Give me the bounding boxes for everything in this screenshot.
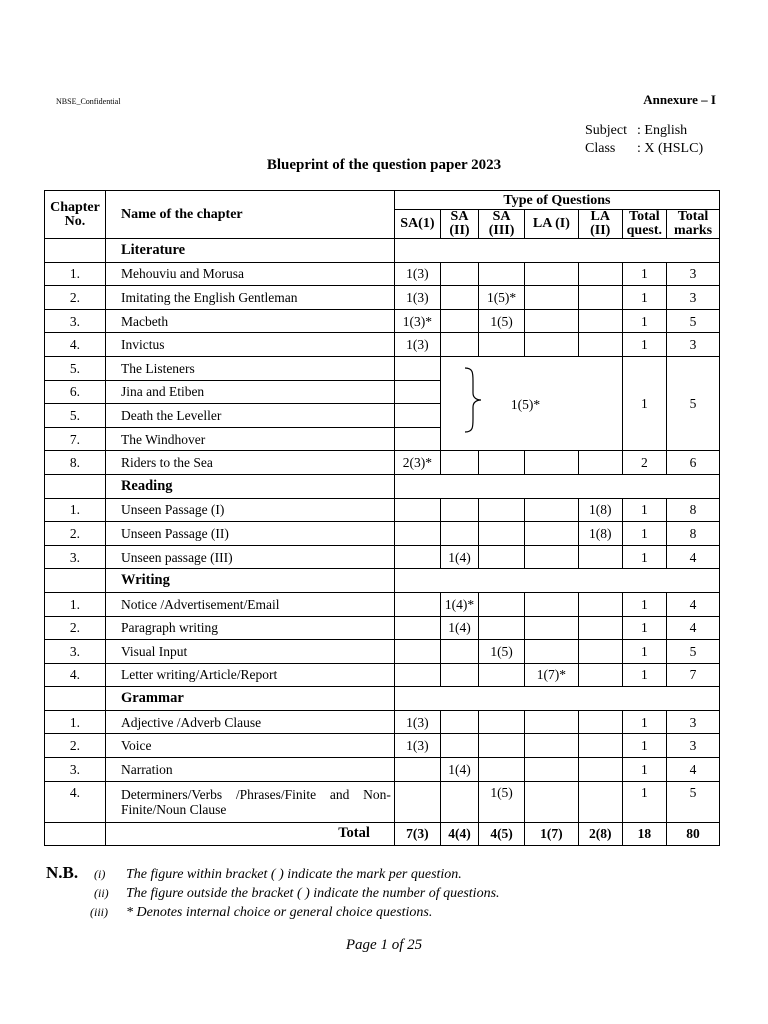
header-chapter-name: Name of the chapter bbox=[105, 191, 394, 239]
cell-la2 bbox=[578, 640, 622, 664]
cell-sa1 bbox=[394, 640, 440, 664]
cell-total-marks: 5 bbox=[667, 640, 720, 664]
cell-sa3 bbox=[479, 545, 525, 569]
cell-la1 bbox=[525, 710, 579, 734]
cell-total-quest: 1 bbox=[622, 286, 666, 310]
chapter-name: Voice bbox=[105, 734, 394, 758]
chapter-no: 1. bbox=[45, 262, 106, 286]
class-key: Class bbox=[585, 141, 616, 156]
note-number: (i) bbox=[94, 867, 106, 881]
cell-la2 bbox=[578, 781, 622, 822]
chapter-no: 4. bbox=[45, 781, 106, 822]
cell-la2 bbox=[578, 333, 622, 357]
chapter-no: 1. bbox=[45, 498, 106, 522]
cell-la1 bbox=[525, 262, 579, 286]
cell-sa3: 1(5)* bbox=[479, 286, 525, 310]
cell-total-marks: 3 bbox=[667, 734, 720, 758]
notes-lead: N.B. bbox=[46, 863, 79, 882]
cell-sa1: 1(3) bbox=[394, 262, 440, 286]
table-row bbox=[45, 309, 720, 333]
cell-sa2 bbox=[440, 734, 478, 758]
cell-la2 bbox=[578, 734, 622, 758]
chapter-no: 3. bbox=[45, 640, 106, 664]
chapter-no: 1. bbox=[45, 592, 106, 616]
table-row bbox=[45, 356, 720, 380]
cell-total-marks: 8 bbox=[667, 522, 720, 546]
chapter-no: 4. bbox=[45, 663, 106, 687]
cell-total-marks: 6 bbox=[667, 451, 720, 475]
notes bbox=[46, 863, 500, 922]
cell-la1 bbox=[525, 498, 579, 522]
cell-sa2 bbox=[440, 522, 478, 546]
total-sa3: 4(5) bbox=[479, 822, 525, 846]
chapter-name: Determiners/Verbs /Phrases/Finite and Non-Finite/Noun Clause bbox=[105, 781, 394, 822]
confidential-label: NBSE_Confidential bbox=[56, 97, 121, 106]
header-type-of-questions: Type of Questions bbox=[394, 191, 719, 210]
chapter-no: 2. bbox=[45, 522, 106, 546]
cell-sa3 bbox=[479, 663, 525, 687]
subject-value: : English bbox=[637, 123, 688, 138]
note-text: The figure within bracket ( ) indicate the mark per question. bbox=[126, 867, 462, 882]
table-row bbox=[45, 663, 720, 687]
cell-sa1 bbox=[394, 356, 440, 380]
total-la1: 1(7) bbox=[525, 822, 579, 846]
table-row bbox=[45, 734, 720, 758]
cell-la2 bbox=[578, 262, 622, 286]
cell-la2 bbox=[578, 286, 622, 310]
chapter-no: 4. bbox=[45, 333, 106, 357]
cell-sa1 bbox=[394, 404, 440, 428]
cell-sa3 bbox=[479, 522, 525, 546]
cell-sa1 bbox=[394, 545, 440, 569]
table-row bbox=[45, 640, 720, 664]
cell-sa3: 1(5) bbox=[479, 309, 525, 333]
total-sa1: 7(3) bbox=[394, 822, 440, 846]
chapter-name: Riders to the Sea bbox=[105, 451, 394, 475]
chapter-name: The Listeners bbox=[105, 356, 394, 380]
chapter-no: 3. bbox=[45, 309, 106, 333]
cell-la2 bbox=[578, 309, 622, 333]
cell-total-marks: 7 bbox=[667, 663, 720, 687]
cell-total-marks: 3 bbox=[667, 262, 720, 286]
cell-total-marks: 5 bbox=[667, 356, 720, 450]
cell-sa3: 1(5) bbox=[479, 640, 525, 664]
cell-sa1: 1(3) bbox=[394, 333, 440, 357]
cell-sa2 bbox=[440, 498, 478, 522]
cell-sa1 bbox=[394, 427, 440, 451]
chapter-no: 2. bbox=[45, 286, 106, 310]
cell-la1 bbox=[525, 309, 579, 333]
cell-sa3 bbox=[479, 333, 525, 357]
chapter-name: Invictus bbox=[105, 333, 394, 357]
subject-info bbox=[585, 122, 703, 158]
cell-la2 bbox=[578, 545, 622, 569]
note-text: The figure outside the bracket ( ) indicate the number of questions. bbox=[126, 886, 500, 901]
cell-total-quest: 1 bbox=[622, 758, 666, 782]
cell-sa2 bbox=[440, 451, 478, 475]
cell-sa3 bbox=[479, 498, 525, 522]
table-row bbox=[45, 616, 720, 640]
cell-la2 bbox=[578, 451, 622, 475]
cell-la1 bbox=[525, 781, 579, 822]
chapter-name: Narration bbox=[105, 758, 394, 782]
chapter-name: Imitating the English Gentleman bbox=[105, 286, 394, 310]
cell-total-quest: 1 bbox=[622, 545, 666, 569]
section-reading: Reading bbox=[105, 474, 394, 498]
cell-total-quest: 1 bbox=[622, 781, 666, 822]
section-row bbox=[45, 474, 720, 498]
table-row bbox=[45, 545, 720, 569]
cell-total-marks: 4 bbox=[667, 545, 720, 569]
cell-sa2: 1(4) bbox=[440, 758, 478, 782]
section-row bbox=[45, 569, 720, 593]
cell-total-quest: 1 bbox=[622, 356, 666, 450]
cell-sa3 bbox=[479, 734, 525, 758]
section-grammar: Grammar bbox=[105, 687, 394, 711]
chapter-name: Notice /Advertisement/Email bbox=[105, 592, 394, 616]
chapter-name: Paragraph writing bbox=[105, 616, 394, 640]
cell-sa2: 1(4)* bbox=[440, 592, 478, 616]
cell-sa3: 1(5) bbox=[479, 781, 525, 822]
cell-sa2 bbox=[440, 663, 478, 687]
header-chapter-no: Chapter No. bbox=[45, 191, 106, 239]
cell-sa2: 1(4) bbox=[440, 616, 478, 640]
cell-sa3 bbox=[479, 710, 525, 734]
cell-sa1: 1(3) bbox=[394, 734, 440, 758]
header-la2: LA (II) bbox=[578, 210, 622, 239]
section-writing: Writing bbox=[105, 569, 394, 593]
page-title: Blueprint of the question paper 2023 bbox=[266, 157, 502, 173]
chapter-no: 2. bbox=[45, 616, 106, 640]
chapter-name: The Windhover bbox=[105, 427, 394, 451]
cell-la1 bbox=[525, 286, 579, 310]
cell-sa1 bbox=[394, 380, 440, 404]
cell-la1 bbox=[525, 545, 579, 569]
cell-total-marks: 3 bbox=[667, 286, 720, 310]
cell-sa2 bbox=[440, 333, 478, 357]
table-row bbox=[45, 522, 720, 546]
cell-sa2 bbox=[440, 781, 478, 822]
table-row bbox=[45, 758, 720, 782]
note-text: * Denotes internal choice or general choice questions. bbox=[126, 905, 433, 920]
cell-la2 bbox=[578, 663, 622, 687]
header-sa1: SA(1) bbox=[394, 210, 440, 239]
cell-sa1: 1(3) bbox=[394, 710, 440, 734]
cell-la1 bbox=[525, 592, 579, 616]
page-number: Page 1 of 25 bbox=[345, 937, 423, 953]
cell-total-quest: 1 bbox=[622, 592, 666, 616]
table-row bbox=[45, 333, 720, 357]
note-number: (ii) bbox=[94, 886, 109, 900]
chapter-name: Unseen Passage (II) bbox=[105, 522, 394, 546]
cell-sa3 bbox=[479, 451, 525, 475]
cell-la2 bbox=[578, 710, 622, 734]
class-value: : X (HSLC) bbox=[637, 141, 704, 156]
cell-sa1 bbox=[394, 616, 440, 640]
cell-total-quest: 1 bbox=[622, 663, 666, 687]
cell-sa3 bbox=[479, 592, 525, 616]
section-literature: Literature bbox=[105, 239, 394, 263]
cell-sa2 bbox=[440, 309, 478, 333]
cell-total-marks: 4 bbox=[667, 592, 720, 616]
cell-total-quest: 1 bbox=[622, 734, 666, 758]
note-number: (iii) bbox=[90, 905, 108, 919]
cell-sa2 bbox=[440, 262, 478, 286]
chapter-no: 8. bbox=[45, 451, 106, 475]
cell-sa2 bbox=[440, 286, 478, 310]
chapter-name: Jina and Etiben bbox=[105, 380, 394, 404]
cell-total-quest: 1 bbox=[622, 522, 666, 546]
chapter-no: 3. bbox=[45, 758, 106, 782]
cell-la2: 1(8) bbox=[578, 498, 622, 522]
cell-total-quest: 1 bbox=[622, 640, 666, 664]
cell-la1 bbox=[525, 734, 579, 758]
section-row bbox=[45, 239, 720, 263]
chapter-name: Unseen Passage (I) bbox=[105, 498, 394, 522]
cell-total-marks: 3 bbox=[667, 710, 720, 734]
total-label: Total bbox=[105, 822, 394, 846]
cell-la1 bbox=[525, 616, 579, 640]
table-row bbox=[45, 286, 720, 310]
header-total-quest: Total quest. bbox=[622, 210, 666, 239]
cell-sa2: 1(4) bbox=[440, 545, 478, 569]
cell-sa1 bbox=[394, 758, 440, 782]
table-row bbox=[45, 498, 720, 522]
chapter-name: Unseen passage (III) bbox=[105, 545, 394, 569]
cell-la2 bbox=[578, 616, 622, 640]
cell-la2: 1(8) bbox=[578, 522, 622, 546]
cell-total-quest: 1 bbox=[622, 498, 666, 522]
cell-total-quest: 1 bbox=[622, 309, 666, 333]
cell-total-quest: 1 bbox=[622, 710, 666, 734]
chapter-name: Death the Leveller bbox=[105, 404, 394, 428]
cell-la1 bbox=[525, 758, 579, 782]
cell-total-quest: 1 bbox=[622, 616, 666, 640]
chapter-no: 2. bbox=[45, 734, 106, 758]
header-sa3: SA (III) bbox=[479, 210, 525, 239]
chapter-name: Letter writing/Article/Report bbox=[105, 663, 394, 687]
cell-total-marks: 4 bbox=[667, 758, 720, 782]
chapter-no: 5. bbox=[45, 404, 106, 428]
cell-total-quest: 1 bbox=[622, 333, 666, 357]
chapter-name: Macbeth bbox=[105, 309, 394, 333]
total-la2: 2(8) bbox=[578, 822, 622, 846]
cell-total-quest: 1 bbox=[622, 262, 666, 286]
merged-choice-cell bbox=[440, 356, 622, 450]
cell-total-marks: 3 bbox=[667, 333, 720, 357]
cell-la1: 1(7)* bbox=[525, 663, 579, 687]
header-sa2: SA (II) bbox=[440, 210, 478, 239]
table-row bbox=[45, 592, 720, 616]
cell-sa1 bbox=[394, 498, 440, 522]
cell-la1 bbox=[525, 451, 579, 475]
table-row bbox=[45, 710, 720, 734]
cell-la1 bbox=[525, 522, 579, 546]
cell-la2 bbox=[578, 592, 622, 616]
cell-total-marks: 5 bbox=[667, 309, 720, 333]
chapter-name: Visual Input bbox=[105, 640, 394, 664]
chapter-no: 7. bbox=[45, 427, 106, 451]
chapter-no: 3. bbox=[45, 545, 106, 569]
section-row bbox=[45, 687, 720, 711]
curly-brace-icon bbox=[463, 367, 483, 433]
cell-sa3 bbox=[479, 616, 525, 640]
table-row bbox=[45, 781, 720, 822]
subject-key: Subject bbox=[585, 123, 627, 138]
total-marks: 80 bbox=[667, 822, 720, 846]
header-total-marks: Total marks bbox=[667, 210, 720, 239]
cell-sa1 bbox=[394, 592, 440, 616]
cell-total-marks: 5 bbox=[667, 781, 720, 822]
cell-sa3 bbox=[479, 758, 525, 782]
chapter-no: 6. bbox=[45, 380, 106, 404]
blueprint-table bbox=[44, 190, 720, 846]
chapter-no: 5. bbox=[45, 356, 106, 380]
total-sa2: 4(4) bbox=[440, 822, 478, 846]
chapter-no: 1. bbox=[45, 710, 106, 734]
cell-sa2 bbox=[440, 710, 478, 734]
table-row bbox=[45, 451, 720, 475]
cell-sa1: 1(3)* bbox=[394, 309, 440, 333]
merged-choice-value: 1(5)* bbox=[510, 396, 541, 412]
cell-la1 bbox=[525, 640, 579, 664]
chapter-name: Adjective /Adverb Clause bbox=[105, 710, 394, 734]
cell-sa1: 1(3) bbox=[394, 286, 440, 310]
total-quest: 18 bbox=[622, 822, 666, 846]
header-la1: LA (I) bbox=[525, 210, 579, 239]
cell-sa1 bbox=[394, 522, 440, 546]
cell-la2 bbox=[578, 758, 622, 782]
cell-sa3 bbox=[479, 262, 525, 286]
cell-total-marks: 8 bbox=[667, 498, 720, 522]
cell-sa1: 2(3)* bbox=[394, 451, 440, 475]
table-row bbox=[45, 262, 720, 286]
cell-sa1 bbox=[394, 781, 440, 822]
cell-sa1 bbox=[394, 663, 440, 687]
cell-la1 bbox=[525, 333, 579, 357]
annexure-label: Annexure – I bbox=[643, 92, 716, 107]
total-row bbox=[45, 822, 720, 846]
cell-sa2 bbox=[440, 640, 478, 664]
cell-total-quest: 2 bbox=[622, 451, 666, 475]
chapter-name: Mehouviu and Morusa bbox=[105, 262, 394, 286]
cell-total-marks: 4 bbox=[667, 616, 720, 640]
